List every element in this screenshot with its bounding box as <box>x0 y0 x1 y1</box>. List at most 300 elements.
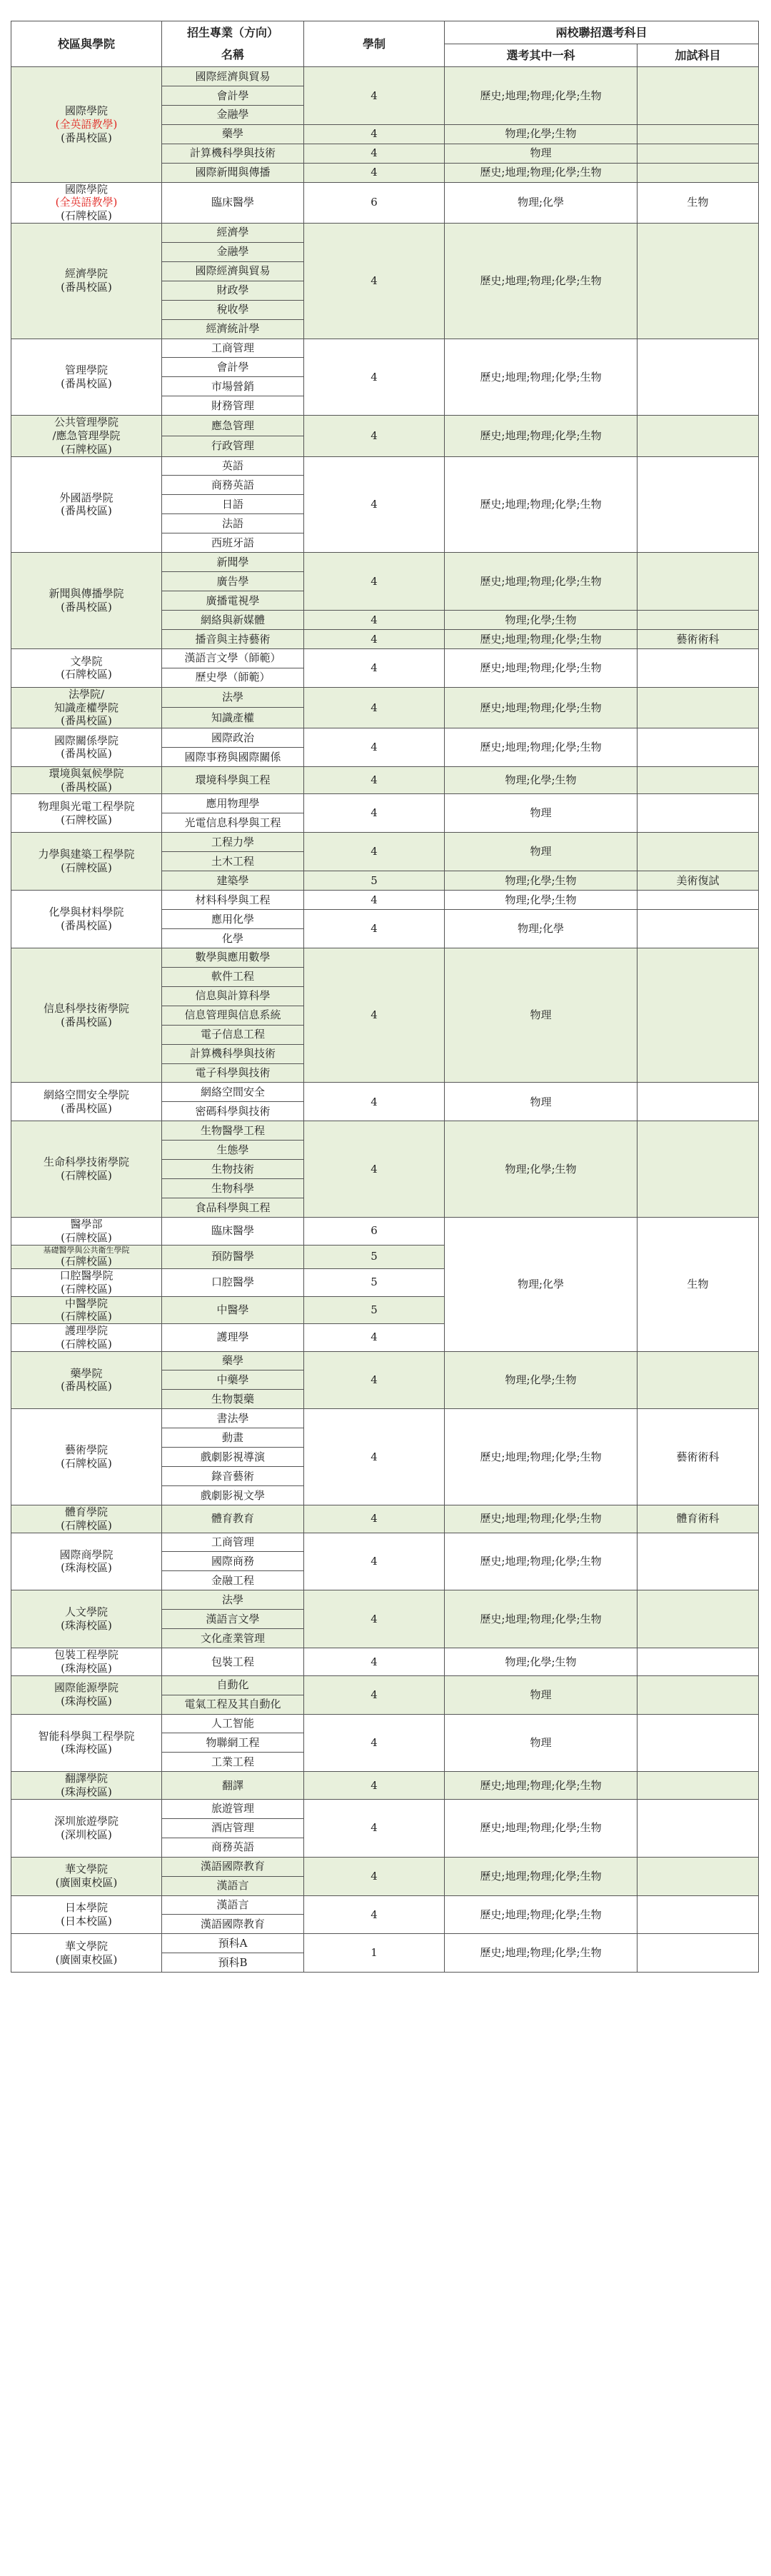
college-cell <box>11 1799 162 1857</box>
table-row <box>11 1218 759 1246</box>
subject-cell: 物理 <box>445 1083 638 1121</box>
major-cell: 自動化 <box>162 1675 304 1695</box>
subject-cell: 歷史;地理;物理;化學;生物 <box>445 1857 638 1895</box>
college-line: (番禺校區) <box>61 780 112 793</box>
major-cell: 行政管理 <box>162 436 304 456</box>
duration-cell: 4 <box>304 1324 445 1352</box>
college-line: (廣園東校區) <box>55 1876 118 1890</box>
major-cell: 計算機科學與技術 <box>162 144 304 163</box>
subject-cell: 物理;化學;生物 <box>445 124 638 144</box>
duration-cell: 4 <box>304 948 445 1083</box>
duration-cell: 4 <box>304 1121 445 1218</box>
table-row <box>11 833 759 852</box>
major-cell: 旅遊管理 <box>162 1799 304 1818</box>
subject-cell: 歷史;地理;物理;化學;生物 <box>445 1505 638 1533</box>
college-line: (石牌校區) <box>61 1169 112 1183</box>
college-cell <box>11 456 162 553</box>
major-cell: 經濟學 <box>162 223 304 242</box>
college-line: (番禺校區) <box>61 281 112 294</box>
subject-cell: 歷史;地理;物理;化學;生物 <box>445 1590 638 1648</box>
college-line: 基礎醫學與公共衛生學院 <box>43 1245 130 1255</box>
college-line: (番禺校區) <box>61 1380 112 1393</box>
college-line: 深圳旅遊學院 <box>54 1814 119 1828</box>
major-cell: 動畫 <box>162 1428 304 1448</box>
subject-cell: 歷史;地理;物理;化學;生物 <box>445 163 638 182</box>
major-cell: 英語 <box>162 456 304 476</box>
major-cell: 預防醫學 <box>162 1245 304 1269</box>
college-line: (番禺校區) <box>61 131 112 144</box>
college-cell <box>11 794 162 833</box>
table-row <box>11 1533 759 1552</box>
duration-cell: 4 <box>304 728 445 767</box>
subject-cell: 歷史;地理;物理;化學;生物 <box>445 1772 638 1800</box>
college-line: (番禺校區) <box>61 747 112 761</box>
subject-cell: 物理 <box>445 1675 638 1714</box>
table-row <box>11 1799 759 1818</box>
college-cell <box>11 687 162 728</box>
duration-cell: 4 <box>304 1409 445 1505</box>
table-row <box>11 1857 759 1876</box>
college-cell <box>11 1218 162 1246</box>
major-cell: 工商管理 <box>162 339 304 358</box>
extra-cell: 生物 <box>638 1218 759 1352</box>
duration-cell: 5 <box>304 1269 445 1297</box>
major-cell: 光電信息科學與工程 <box>162 813 304 833</box>
table-row <box>11 67 759 86</box>
college-cell <box>11 1895 162 1934</box>
major-cell: 材料科學與工程 <box>162 891 304 910</box>
college-line: 國際商學院 <box>59 1548 114 1561</box>
extra-cell <box>638 1351 759 1409</box>
college-cell <box>11 339 162 416</box>
table-row <box>11 728 759 748</box>
duration-cell: 4 <box>304 1895 445 1934</box>
duration-cell: 4 <box>304 1857 445 1895</box>
college-line: (石牌校區) <box>61 1457 112 1470</box>
table-row <box>11 1121 759 1141</box>
college-cell <box>11 1505 162 1533</box>
header-duration: 學制 <box>304 21 445 67</box>
duration-cell: 5 <box>304 871 445 891</box>
duration-cell: 5 <box>304 1296 445 1324</box>
major-cell: 市場營銷 <box>162 377 304 396</box>
major-cell: 歷史學（師範） <box>162 668 304 687</box>
subject-cell: 物理;化學;生物 <box>445 611 638 630</box>
duration-cell: 4 <box>304 687 445 728</box>
extra-cell <box>638 1590 759 1648</box>
college-line: 藝術學院 <box>64 1443 108 1457</box>
major-cell: 會計學 <box>162 86 304 105</box>
major-cell: 漢語國際教育 <box>162 1857 304 1876</box>
extra-cell <box>638 456 759 553</box>
major-cell: 新聞學 <box>162 553 304 572</box>
college-line: (珠海校區) <box>61 1661 112 1675</box>
extra-cell <box>638 1648 759 1676</box>
major-cell: 法學 <box>162 687 304 708</box>
major-cell: 商務英語 <box>162 1838 304 1857</box>
duration-cell: 4 <box>304 1714 445 1772</box>
college-cell <box>11 1324 162 1352</box>
duration-cell: 4 <box>304 1799 445 1857</box>
college-line: 公共管理學院 <box>54 416 119 429</box>
extra-cell <box>638 1799 759 1857</box>
college-line: 包裝工程學院 <box>54 1648 119 1662</box>
subject-cell: 歷史;地理;物理;化學;生物 <box>445 728 638 767</box>
duration-cell: 4 <box>304 163 445 182</box>
major-cell: 金融學 <box>162 105 304 124</box>
college-line: (番禺校區) <box>61 601 112 614</box>
major-cell: 中醫學 <box>162 1296 304 1324</box>
college-line: 信息科學技術學院 <box>43 1001 129 1015</box>
major-cell: 國際政治 <box>162 728 304 748</box>
college-line: (廣園東校區) <box>55 1953 118 1966</box>
major-cell: 國際經濟與貿易 <box>162 261 304 281</box>
major-cell: 預科A <box>162 1934 304 1953</box>
major-cell: 生物製藥 <box>162 1390 304 1409</box>
college-line: (珠海校區) <box>61 1785 112 1799</box>
college-line: (石牌校區) <box>61 1282 112 1295</box>
college-cell <box>11 223 162 339</box>
major-cell: 商務英語 <box>162 476 304 495</box>
duration-cell: 4 <box>304 1675 445 1714</box>
duration-cell: 4 <box>304 456 445 553</box>
major-cell: 預科B <box>162 1953 304 1973</box>
extra-cell: 體育術科 <box>638 1505 759 1533</box>
major-cell: 信息管理與信息系統 <box>162 1006 304 1025</box>
major-cell: 包裝工程 <box>162 1648 304 1676</box>
college-line: 中醫學院 <box>64 1296 108 1310</box>
college-line: (石牌校區) <box>61 813 112 826</box>
duration-cell: 4 <box>304 1648 445 1676</box>
header-major: 招生專業（方向） <box>162 21 304 44</box>
major-cell: 經濟統計學 <box>162 319 304 339</box>
college-line: (石牌校區) <box>61 1310 112 1323</box>
extra-cell <box>638 611 759 630</box>
college-cell <box>11 1857 162 1895</box>
major-cell: 生物技術 <box>162 1160 304 1179</box>
college-line: (珠海校區) <box>61 1695 112 1708</box>
college-line: 人文學院 <box>64 1605 108 1619</box>
extra-cell <box>638 223 759 339</box>
major-cell: 國際新聞與傳播 <box>162 163 304 182</box>
subject-cell: 物理;化學;生物 <box>445 871 638 891</box>
major-cell: 計算機科學與技術 <box>162 1044 304 1063</box>
major-cell: 工商管理 <box>162 1533 304 1552</box>
subject-cell: 歷史;地理;物理;化學;生物 <box>445 67 638 125</box>
major-cell: 酒店管理 <box>162 1818 304 1838</box>
college-line: 力學與建築工程學院 <box>38 848 135 861</box>
college-cell <box>11 1296 162 1324</box>
extra-cell <box>638 124 759 144</box>
major-cell: 金融學 <box>162 242 304 261</box>
table-row <box>11 766 759 794</box>
college-line: 藥學院 <box>70 1366 103 1380</box>
college-line: 護理學院 <box>64 1324 108 1337</box>
major-cell: 工程力學 <box>162 833 304 852</box>
duration-cell: 4 <box>304 1083 445 1121</box>
major-cell: 信息與計算科學 <box>162 986 304 1006</box>
header-extra-subject: 加試科目 <box>638 44 759 67</box>
major-cell: 西班牙語 <box>162 533 304 553</box>
college-line: (石牌校區) <box>61 1337 112 1350</box>
major-cell: 工業工程 <box>162 1753 304 1772</box>
major-cell: 財務管理 <box>162 396 304 416</box>
duration-cell: 4 <box>304 910 445 948</box>
college-line: 國際關係學院 <box>54 733 119 747</box>
college-line: 物理與光電工程學院 <box>38 800 135 813</box>
major-cell: 網絡與新媒體 <box>162 611 304 630</box>
duration-cell: 4 <box>304 553 445 611</box>
duration-cell: 1 <box>304 1934 445 1973</box>
extra-cell <box>638 833 759 871</box>
extra-cell <box>638 144 759 163</box>
college-line: (石牌校區) <box>61 1231 112 1244</box>
major-cell: 生物科學 <box>162 1179 304 1198</box>
header-college: 校區與學院 <box>11 21 162 67</box>
table-row <box>11 416 759 436</box>
extra-cell: 生物 <box>638 182 759 223</box>
college-cell <box>11 1772 162 1800</box>
extra-cell <box>638 67 759 125</box>
extra-cell <box>638 339 759 416</box>
major-cell: 應用化學 <box>162 910 304 929</box>
college-line: (珠海校區) <box>61 1561 112 1575</box>
major-cell: 漢語國際教育 <box>162 1915 304 1934</box>
college-cell <box>11 1121 162 1218</box>
major-cell: 口腔醫學 <box>162 1269 304 1297</box>
major-cell: 生物醫學工程 <box>162 1121 304 1141</box>
table-row <box>11 687 759 708</box>
major-cell: 會計學 <box>162 358 304 377</box>
subject-cell: 物理;化學;生物 <box>445 766 638 794</box>
major-cell: 藥學 <box>162 1351 304 1370</box>
college-cell <box>11 1083 162 1121</box>
table-row <box>11 182 759 223</box>
major-cell: 密碼科學與技術 <box>162 1102 304 1121</box>
college-cell <box>11 553 162 649</box>
major-cell: 知識產權 <box>162 708 304 728</box>
college-line: (珠海校區) <box>61 1743 112 1756</box>
extra-cell <box>638 1675 759 1714</box>
extra-cell: 美術復試 <box>638 871 759 891</box>
major-cell: 網絡空間安全 <box>162 1083 304 1102</box>
subject-cell: 物理 <box>445 794 638 833</box>
college-line: 華文學院 <box>64 1940 108 1953</box>
college-line: 經濟學院 <box>64 267 108 281</box>
major-cell: 戲劇影視文學 <box>162 1486 304 1505</box>
college-cell <box>11 766 162 794</box>
college-line: (番禺校區) <box>61 714 112 728</box>
duration-cell: 4 <box>304 891 445 910</box>
extra-cell <box>638 1772 759 1800</box>
major-cell: 數學與應用數學 <box>162 948 304 967</box>
table-row <box>11 1409 759 1428</box>
college-line: 新聞與傳播學院 <box>49 587 124 601</box>
college-cell <box>11 1590 162 1648</box>
duration-cell: 4 <box>304 144 445 163</box>
major-cell: 戲劇影視導演 <box>162 1448 304 1467</box>
extra-cell: 藝術術科 <box>638 629 759 648</box>
subject-cell: 物理;化學 <box>445 910 638 948</box>
extra-cell <box>638 891 759 910</box>
extra-cell <box>638 766 759 794</box>
college-line: 智能科學與工程學院 <box>38 1729 135 1743</box>
college-line: (日本校區) <box>61 1914 112 1928</box>
subject-cell: 歷史;地理;物理;化學;生物 <box>445 1799 638 1857</box>
extra-cell <box>638 1533 759 1590</box>
subject-cell: 歷史;地理;物理;化學;生物 <box>445 1895 638 1934</box>
college-line: (番禺校區) <box>61 504 112 518</box>
major-cell: 法語 <box>162 514 304 533</box>
duration-cell: 4 <box>304 1505 445 1533</box>
major-cell: 錄音藝術 <box>162 1467 304 1486</box>
subject-cell: 歷史;地理;物理;化學;生物 <box>445 553 638 611</box>
subject-cell: 物理;化學 <box>445 1218 638 1352</box>
duration-cell: 4 <box>304 1772 445 1800</box>
header-major-name: 名稱 <box>162 44 304 67</box>
major-cell: 法學 <box>162 1590 304 1610</box>
college-line: (珠海校區) <box>61 1619 112 1633</box>
header-choose-one: 選考其中一科 <box>445 44 638 67</box>
subject-cell: 物理 <box>445 144 638 163</box>
subject-cell: 物理 <box>445 948 638 1083</box>
header-exam-subjects: 兩校聯招選考科目 <box>445 21 759 44</box>
table-row <box>11 948 759 967</box>
major-cell: 生態學 <box>162 1141 304 1160</box>
college-cell <box>11 1934 162 1973</box>
subject-cell: 歷史;地理;物理;化學;生物 <box>445 648 638 687</box>
extra-cell <box>638 416 759 456</box>
college-line: 日本學院 <box>64 1901 108 1915</box>
major-cell: 國際經濟與貿易 <box>162 67 304 86</box>
table-row <box>11 1772 759 1800</box>
table-row <box>11 794 759 813</box>
extra-cell <box>638 687 759 728</box>
extra-cell <box>638 553 759 611</box>
extra-cell <box>638 163 759 182</box>
duration-cell: 4 <box>304 629 445 648</box>
duration-cell: 4 <box>304 124 445 144</box>
college-line: (石牌校區) <box>61 442 112 456</box>
college-line: (石牌校區) <box>61 209 112 223</box>
major-cell: 國際商務 <box>162 1552 304 1571</box>
college-line: 知識產權學院 <box>54 701 119 714</box>
major-cell: 電氣工程及其自動化 <box>162 1695 304 1714</box>
college-cell <box>11 1675 162 1714</box>
extra-cell <box>638 1934 759 1973</box>
subject-cell: 物理;化學 <box>445 182 638 223</box>
table-row <box>11 1083 759 1102</box>
college-line: (石牌校區) <box>61 1255 112 1268</box>
major-cell: 體育教育 <box>162 1505 304 1533</box>
duration-cell: 4 <box>304 833 445 871</box>
major-cell: 廣播電視學 <box>162 591 304 611</box>
college-line: (番禺校區) <box>61 918 112 932</box>
extra-cell <box>638 910 759 948</box>
college-cell <box>11 1409 162 1505</box>
major-cell: 臨床醫學 <box>162 182 304 223</box>
college-line: (全英語教學) <box>55 196 118 209</box>
subject-cell: 歷史;地理;物理;化學;生物 <box>445 1934 638 1973</box>
extra-cell <box>638 648 759 687</box>
college-cell <box>11 1245 162 1269</box>
major-cell: 土木工程 <box>162 852 304 871</box>
college-cell <box>11 948 162 1083</box>
major-cell: 漢語言文學 <box>162 1610 304 1629</box>
college-line: (番禺校區) <box>61 1015 112 1028</box>
duration-cell: 4 <box>304 67 445 125</box>
major-cell: 食品科學與工程 <box>162 1198 304 1218</box>
subject-cell: 物理 <box>445 833 638 871</box>
table-row <box>11 1714 759 1733</box>
duration-cell: 4 <box>304 223 445 339</box>
duration-cell: 4 <box>304 1351 445 1409</box>
major-cell: 漢語言 <box>162 1876 304 1895</box>
college-cell <box>11 416 162 456</box>
table-row <box>11 1351 759 1370</box>
major-cell: 化學 <box>162 928 304 948</box>
major-cell: 物聯網工程 <box>162 1733 304 1753</box>
college-line: 管理學院 <box>64 364 108 377</box>
major-cell: 漢語言 <box>162 1895 304 1915</box>
table-row <box>11 1648 759 1676</box>
college-cell <box>11 891 162 948</box>
major-cell: 電子科學與技術 <box>162 1063 304 1083</box>
major-cell: 廣告學 <box>162 572 304 591</box>
college-line: (石牌校區) <box>61 668 112 681</box>
major-cell: 應用物理學 <box>162 794 304 813</box>
duration-cell: 4 <box>304 1590 445 1648</box>
major-cell: 稅收學 <box>162 300 304 319</box>
extra-cell <box>638 728 759 767</box>
subject-cell: 歷史;地理;物理;化學;生物 <box>445 456 638 553</box>
duration-cell: 6 <box>304 182 445 223</box>
major-cell: 翻譯 <box>162 1772 304 1800</box>
table-row <box>11 1505 759 1533</box>
college-line: (全英語教學) <box>55 117 118 131</box>
major-cell: 應急管理 <box>162 416 304 436</box>
college-cell <box>11 1533 162 1590</box>
major-cell: 藥學 <box>162 124 304 144</box>
college-line: 網絡空間安全學院 <box>43 1088 129 1102</box>
duration-cell: 4 <box>304 794 445 833</box>
duration-cell: 5 <box>304 1245 445 1269</box>
table-row <box>11 339 759 358</box>
table-row <box>11 553 759 572</box>
subject-cell: 物理;化學;生物 <box>445 1121 638 1218</box>
subject-cell: 歷史;地理;物理;化學;生物 <box>445 1533 638 1590</box>
major-cell: 播音與主持藝術 <box>162 629 304 648</box>
college-cell <box>11 67 162 183</box>
college-line: 外國語學院 <box>59 491 114 504</box>
duration-cell: 4 <box>304 611 445 630</box>
college-line: 化學與材料學院 <box>49 906 124 919</box>
subject-cell: 歷史;地理;物理;化學;生物 <box>445 687 638 728</box>
college-line: 翻譯學院 <box>64 1772 108 1785</box>
college-line: (番禺校區) <box>61 1101 112 1115</box>
college-cell <box>11 1648 162 1676</box>
extra-cell <box>638 1714 759 1772</box>
admission-subject-table <box>11 21 759 1973</box>
college-line: (深圳校區) <box>61 1828 112 1841</box>
duration-cell: 6 <box>304 1218 445 1246</box>
college-cell <box>11 1351 162 1409</box>
major-cell: 財政學 <box>162 281 304 300</box>
duration-cell: 4 <box>304 648 445 687</box>
major-cell: 臨床醫學 <box>162 1218 304 1246</box>
extra-cell <box>638 1895 759 1934</box>
college-cell <box>11 833 162 891</box>
